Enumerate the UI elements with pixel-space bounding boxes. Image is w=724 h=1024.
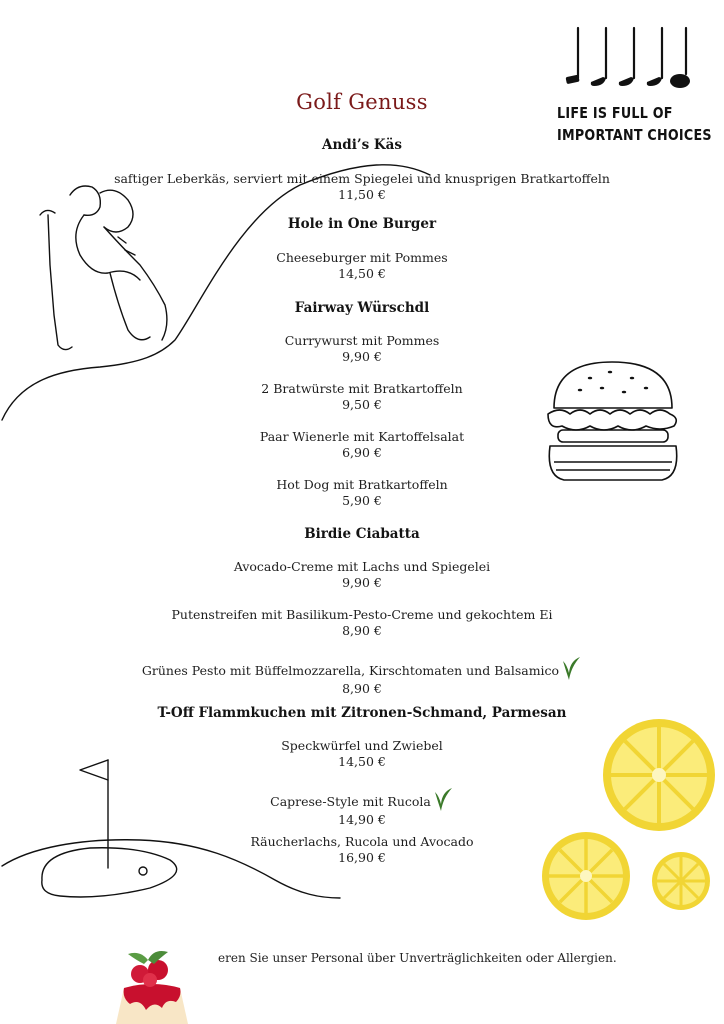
allergy-notice: eren Sie unser Personal über Unverträglichkeiten oder Allergien. [218,951,617,965]
slogan-line-2: IMPORTANT CHOICES [557,126,712,144]
menu-item [0,171,724,203]
item-price: 11,50 € [338,187,386,202]
item-price: 9,50 € [342,397,382,412]
vegetarian-leaf-icon [560,655,582,681]
burger-illustration [540,356,685,486]
item-price: 8,90 € [342,681,382,696]
section-title-birdie-ciabatta: Birdie Ciabatta [304,526,420,542]
menu-item [0,655,724,697]
menu-item [0,834,724,866]
section-title-t-off-flammkuchen: T-Off Flammkuchen mit Zitronen-Schmand, Parmesan [157,705,567,721]
item-price: 8,90 € [342,623,382,638]
item-name: Grünes Pesto mit Büffelmozzarella, Kirschtomaten und Balsamico [141,663,560,678]
item-price: 9,90 € [342,349,382,364]
item-name: Putenstreifen mit Basilikum-Pesto-Creme und gekochtem Ei [171,607,553,622]
panna-cotta-dessert-image [96,944,208,1024]
item-price: 16,90 € [338,850,386,865]
item-name: saftiger Leberkäs, serviert mit einem Spiegelei und knusprigen Bratkartoffeln [114,171,610,186]
item-price: 14,90 € [338,812,386,827]
vegetarian-leaf-icon [432,786,454,812]
item-name: Paar Wienerle mit Kartoffelsalat [259,429,465,444]
slogan-line-1: LIFE IS FULL OF [557,104,673,122]
section-title-fairway-wuerschdl: Fairway Würschdl [294,300,430,316]
menu-item [0,333,724,365]
item-name: Hot Dog mit Bratkartoffeln [276,477,448,492]
item-price: 14,50 € [338,754,386,769]
menu-item [0,559,724,591]
golf-green-flag-drawing [0,748,470,908]
item-name: Speckwürfel und Zwiebel [281,738,443,753]
item-name: 2 Bratwürste mit Bratkartoffeln [261,381,463,396]
item-name: Räucherlachs, Rucola und Avocado [250,834,474,849]
menu-item [0,477,724,509]
section-title-hole-in-one-burger: Hole in One Burger [287,216,437,232]
item-name: Caprese-Style mit Rucola [270,794,431,809]
item-price: 6,90 € [342,445,382,460]
page-title: Golf Genuss [296,90,428,114]
section-title-andis-kaes: Andi’s Käs [322,137,402,153]
menu-item [0,429,724,461]
item-price: 5,90 € [342,493,382,508]
item-name: Cheeseburger mit Pommes [276,250,448,265]
menu-item [0,607,724,639]
item-price: 14,50 € [338,266,386,281]
menu-item [0,250,724,282]
item-price: 9,90 € [342,575,382,590]
menu-item [0,738,724,770]
menu-item [0,786,724,828]
golf-clubs-icon [556,26,706,96]
item-name: Currywurst mit Pommes [284,333,440,348]
menu-item [0,381,724,413]
item-name: Avocado-Creme mit Lachs und Spiegelei [233,559,491,574]
